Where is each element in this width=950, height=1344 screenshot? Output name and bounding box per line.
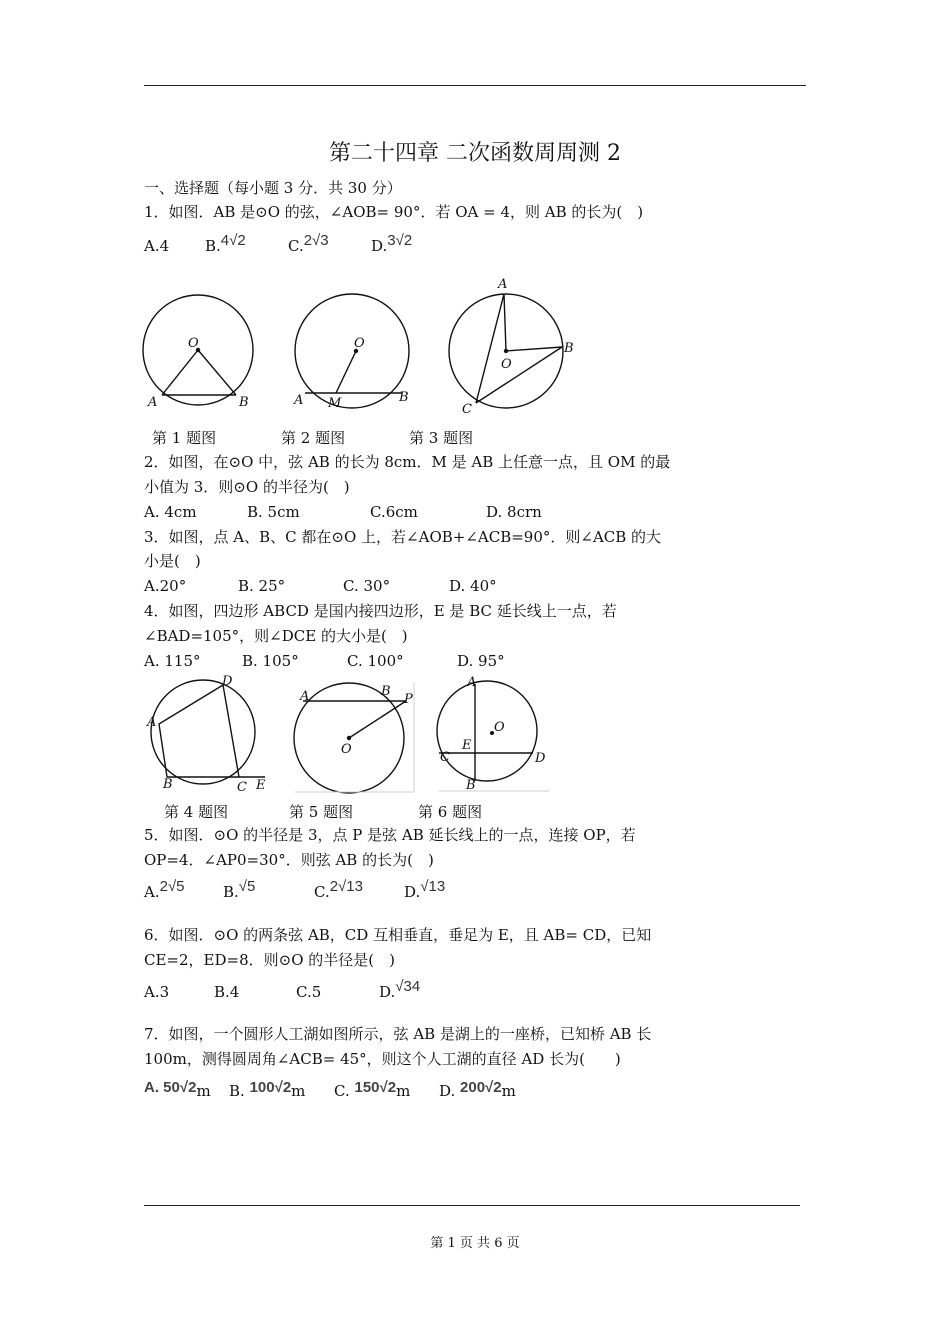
q2-option-c: C.6cm	[370, 503, 418, 521]
q2-option-b: B. 5cm	[247, 503, 300, 521]
caption-fig5: 第 5 题图	[289, 803, 354, 821]
caption-fig2: 第 2 题图	[281, 429, 346, 447]
fig4-label-e: E	[256, 778, 266, 793]
fig2-label-m: M	[328, 396, 342, 411]
figure-5	[293, 680, 418, 795]
fig5-label-p: P	[404, 692, 413, 707]
q6-line2: CE=2，ED=8．则⊙O 的半径是( )	[144, 951, 395, 969]
header-rule	[144, 85, 806, 86]
q6-option-b: B.4	[214, 983, 240, 1001]
q6-option-d-value: √34	[395, 978, 421, 995]
fig4-label-c: C	[237, 780, 247, 795]
fig5-label-a: A	[300, 689, 310, 704]
section-heading: 一、选择题（每小题 3 分．共 30 分）	[144, 179, 402, 197]
figure-3	[448, 278, 583, 418]
q2-line1: 2．如图，在⊙O 中，弦 AB 的长为 8cm．M 是 AB 上任意一点，且 OM 的最	[144, 453, 671, 471]
q5-option-d: D.√13	[404, 878, 446, 901]
fig3-label-c: C	[462, 402, 472, 417]
q7-option-c: C. 150√2m	[334, 1079, 411, 1100]
fig3-label-a: A	[498, 277, 508, 292]
fig2-label-a: A	[294, 393, 304, 408]
fig2-label-b: B	[399, 390, 409, 405]
q4-line2: ∠BAD=105°，则∠DCE 的大小是( )	[144, 627, 408, 645]
q3-option-b: B. 25°	[238, 577, 286, 595]
q2-line2: 小值为 3．则⊙O 的半径为( )	[144, 478, 350, 496]
fig4-label-b: B	[163, 777, 173, 792]
q5-option-d-value: √13	[420, 878, 446, 895]
fig6-label-o: O	[494, 720, 505, 735]
fig4-label-d: D	[222, 674, 233, 689]
q1-option-d: D.3√2	[371, 232, 413, 255]
fig6-label-a: A	[467, 675, 477, 690]
q6-option-c: C.5	[296, 983, 322, 1001]
footer-rule	[144, 1205, 800, 1206]
fig6-label-b: B	[466, 778, 476, 793]
q1-option-d-value: 3√2	[387, 232, 413, 249]
q4-option-d: D. 95°	[457, 652, 505, 670]
figure-1	[140, 285, 260, 415]
q7-option-a: A. 50√2m	[144, 1079, 211, 1100]
fig3-label-o: O	[501, 357, 512, 372]
page-number: 第 1 页 共 6 页	[430, 1236, 520, 1251]
caption-fig4: 第 4 题图	[164, 803, 229, 821]
q5-line2: OP=4．∠AP0=30°．则弦 AB 的长为( )	[144, 851, 434, 869]
q7-option-b: B. 100√2m	[229, 1079, 306, 1100]
q7-line1: 7．如图，一个圆形人工湖如图所示，弦 AB 是湖上的一座桥，已知桥 AB 长	[144, 1025, 652, 1043]
fig6-label-d: D	[535, 751, 546, 766]
q5-option-b-value: √5	[238, 878, 256, 895]
q3-option-a: A.20°	[144, 577, 187, 595]
q1-option-c: C.2√3	[288, 232, 329, 255]
fig1-label-o: O	[188, 336, 199, 351]
fig1-label-b: B	[239, 395, 249, 410]
figure-4	[145, 675, 275, 800]
q3-line1: 3．如图，点 A、B、C 都在⊙O 上，若∠AOB+∠ACB=90°．则∠ACB 的大	[144, 528, 662, 546]
q5-option-c-value: 2√13	[329, 878, 363, 895]
q5-option-b: B.√5	[223, 878, 256, 901]
q6-line1: 6．如图．⊙O 的两条弦 AB，CD 互相垂直，垂足为 E，且 AB= CD，已知	[144, 926, 652, 944]
caption-fig1: 第 1 题图	[152, 429, 217, 447]
q4-option-a: A. 115°	[144, 652, 201, 670]
figure-2	[290, 290, 420, 420]
page-title: 第二十四章 二次函数周周测 2	[329, 141, 621, 166]
caption-fig3: 第 3 题图	[409, 429, 474, 447]
q7-line2: 100m，测得圆周角∠ACB= 45°，则这个人工湖的直径 AD 长为( )	[144, 1050, 621, 1068]
fig1-label-a: A	[148, 395, 158, 410]
q5-option-a: A.2√5	[144, 878, 185, 901]
q2-option-a: A. 4cm	[144, 503, 197, 521]
figure-6	[437, 675, 562, 797]
fig6-label-c: C	[440, 750, 450, 765]
q3-option-d: D. 40°	[449, 577, 497, 595]
q1-text: 1．如图．AB 是⊙O 的弦，∠AOB= 90°．若 OA = 4，则 AB 的长为( )	[144, 203, 644, 221]
fig5-label-b: B	[381, 684, 391, 699]
fig6-label-e: E	[462, 738, 472, 753]
q1-option-a: A.4	[144, 237, 170, 255]
q2-option-d: D. 8crn	[486, 503, 542, 521]
q3-option-c: C. 30°	[343, 577, 391, 595]
q1-option-b-value: 4√2	[220, 232, 246, 249]
q6-option-d: D.√34	[379, 978, 421, 1001]
q6-option-a: A.3	[144, 983, 170, 1001]
q5-line1: 5．如图．⊙O 的半径是 3，点 P 是弦 AB 延长线上的一点，连接 OP，若	[144, 826, 636, 844]
fig2-label-o: O	[354, 336, 365, 351]
q1-option-c-value: 2√3	[303, 232, 329, 249]
q4-option-b: B. 105°	[242, 652, 299, 670]
q5-option-c: C.2√13	[314, 878, 363, 901]
caption-fig6: 第 6 题图	[418, 803, 483, 821]
fig3-label-b: B	[564, 341, 574, 356]
fig5-label-o: O	[341, 742, 352, 757]
q4-line1: 4．如图，四边形 ABCD 是国内接四边形，E 是 BC 延长线上一点，若	[144, 602, 617, 620]
q3-line2: 小是( )	[144, 552, 201, 570]
q7-option-d: D. 200√2m	[439, 1079, 516, 1100]
fig4-label-a: A	[147, 715, 157, 730]
q4-option-c: C. 100°	[347, 652, 404, 670]
q5-option-a-value: 2√5	[159, 878, 185, 895]
q1-option-b: B.4√2	[205, 232, 246, 255]
